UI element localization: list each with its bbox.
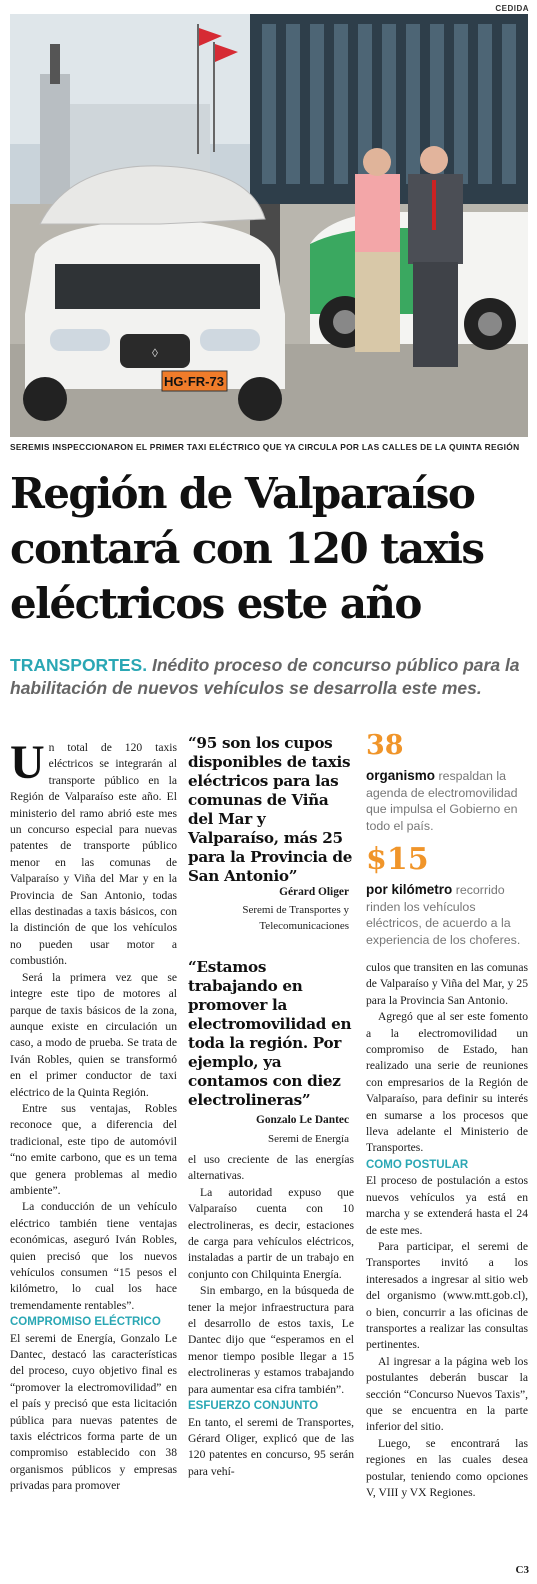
stat-text	[366, 768, 526, 834]
paragraph: Entre sus ventajas, Robles reconoce que, a diferencia del tradicional, este tipo de automóvil “no emite carbono, que es un tema que genera problemas al medio ambiente”.	[10, 1101, 177, 1197]
paragraph: Para participar, el seremi de Transportes invitó a los interesados a ingresar al sitio web del organismo (www.mtt.gob.cl), o bien, concurrir a las oficinas de transportes a realizar las consultas pertinentes.	[366, 1239, 528, 1352]
section-kicker: TRANSPORTES.	[10, 655, 148, 675]
paragraph: Al ingresar a la página web los postulantes deberán buscar la sección “Concurso Nuevos Taxis”, que se encuentra en la parte inferior del sitio.	[366, 1354, 528, 1434]
quote-author: Gonzalo Le Dantec	[255, 1114, 349, 1126]
role-line: Telecomunicaciones	[259, 920, 349, 932]
pull-quote: “Estamos trabajando en promover la electromovilidad en toda la región. Por ejemplo, ya contamos con diez electrolineras”	[188, 958, 352, 1109]
paragraph: Sin embargo, en la búsqueda de tener la mejor infraestructura para el desarrollo de estos taxis, Le Dantec dijo que “esperamos en el menor tiempo posible llegar a 15 electrolineras y estamos trabajando para aumentar esa cifra también”.	[188, 1284, 354, 1396]
photo-caption: SEREMIS INSPECCIONARON EL PRIMER TAXI ELÉCTRICO QUE YA CIRCULA POR LAS CALLES DE LA QUINTA REGIÓN	[10, 442, 520, 452]
article-column-2	[188, 1152, 354, 1480]
article-deck	[10, 654, 530, 700]
paragraph: el uso creciente de las energías alternativas.	[188, 1153, 354, 1183]
stat-text	[366, 882, 526, 948]
quote-author-role	[188, 902, 349, 934]
article-column-3	[366, 960, 528, 1501]
page-marker: C3	[515, 1564, 529, 1576]
quote-author-role: Seremi de Energía	[267, 1133, 349, 1145]
stat-number: 38	[366, 730, 404, 761]
license-plate: HG·FR-73	[164, 374, 224, 389]
subheading: COMO POSTULAR	[366, 1158, 469, 1171]
stat-label: por kilómetro	[366, 882, 453, 897]
paragraph: culos que transiten en las comunas de Valparaíso y Viña del Mar, y 25 para la Provincia San Antonio.	[366, 961, 528, 1007]
headline	[10, 466, 530, 631]
paragraph: El proceso de postulación a estos nuevos vehículos ya está en marcha y se extenderá hasta el 24 de este mes.	[366, 1174, 528, 1237]
deck-text: Inédito proceso de concurso público para la habilitación de nuevos vehículos se desarrolla este mes.	[10, 655, 520, 698]
news-photo	[10, 14, 528, 437]
headline-line: eléctricos este año	[10, 579, 421, 628]
drop-cap: U	[10, 736, 45, 789]
headline-line: Región de Valparaíso	[10, 469, 475, 518]
headline-line: contará con 120 taxis	[10, 524, 484, 573]
subheading: ESFUERZO CONJUNTO	[188, 1400, 319, 1413]
svg-text:◊: ◊	[152, 346, 158, 360]
pull-quote: “95 son los cupos disponibles de taxis eléctricos para las comunas de Viña del Mar y Valparaíso, más 25 para la Provincia de San Antonio”	[188, 734, 353, 885]
article-column-1	[10, 736, 177, 1495]
paragraph: Será la primera vez que se integre este tipo de motores al parque de taxis básicos de la zona, aunque existe en circulación un caso, a modo de prueba. Se trata de Iván Robles, quien se transformó en el primer conductor de taxi eléctrico de la Quinta Región.	[10, 970, 177, 1099]
paragraph: La autoridad expuso que Valparaíso cuenta con 10 electrolineras, es decir, estaciones de carga para vehículos eléctricos, instaladas a partir de un trabajo en conjunto con Chilquinta Energía.	[188, 1185, 354, 1281]
role-line: Seremi de Transportes y	[242, 904, 349, 916]
paragraph: n total de 120 taxis eléctricos se integrarán al transporte público en la Región de Valparaíso este año. El ministerio del ramo abrió este mes un concurso especial para nuevas patentes de transporte público menor en las comunas de Valparaíso y Viña del Mar y en la Provincia de San Antonio, todas ellas destinadas a taxis básicos, con la distinción de que los vehículos no pueden usar motor a combustión.	[10, 741, 177, 968]
subheading: COMPROMISO ELÉCTRICO	[10, 1316, 161, 1329]
paragraph: Agregó que al ser este fomento a la electromovilidad un compromiso de Estado, han realizado una serie de reuniones con empresarios de la Región de Valparaíso, para definir su interés en sumarse a los procesos que lleva adelante el Ministerio de Transportes.	[366, 1010, 528, 1155]
photo-credit: CEDIDA	[495, 4, 529, 13]
paragraph: Luego, se encontrará las regiones en las cuales desea postular, teniendo como opciones V, VIII y VX Regiones.	[366, 1436, 528, 1499]
stat-label: organismo	[366, 768, 436, 783]
stat-description: respaldan la agenda de electromovilidad que impulsa el Gobierno en todo el país.	[366, 769, 518, 833]
paragraph: La conducción de un vehículo eléctrico también tiene ventajas económicas, aseguró Iván Robles, quien precisó que los nuevos vehículos consumen “15 pesos el kilómetro, lo cual los hace tremendamente rentables”.	[10, 1200, 177, 1312]
stat-number: $15	[366, 842, 429, 877]
paragraph: El seremi de Energía, Gonzalo Le Dantec, destacó las características del proceso, cuyo objetivo final es “promover la electromovilidad” en el país y precisó que esta licitación pública para nuevas patentes de taxis eléctricos forma parte de un compromiso establecido con 38 organismos públicos y empresas privadas para promover	[10, 1331, 177, 1493]
paragraph: En tanto, el seremi de Transportes, Gérard Oliger, explicó que de las 120 patentes en concurso, 95 serán para vehí-	[188, 1415, 354, 1478]
quote-author: Gérard Oliger	[279, 886, 349, 898]
taxi-photo-illustration	[10, 14, 528, 437]
stat-description: recorrido rinden los vehículos eléctricos, de acuerdo a la experiencia de los choferes.	[366, 883, 521, 947]
